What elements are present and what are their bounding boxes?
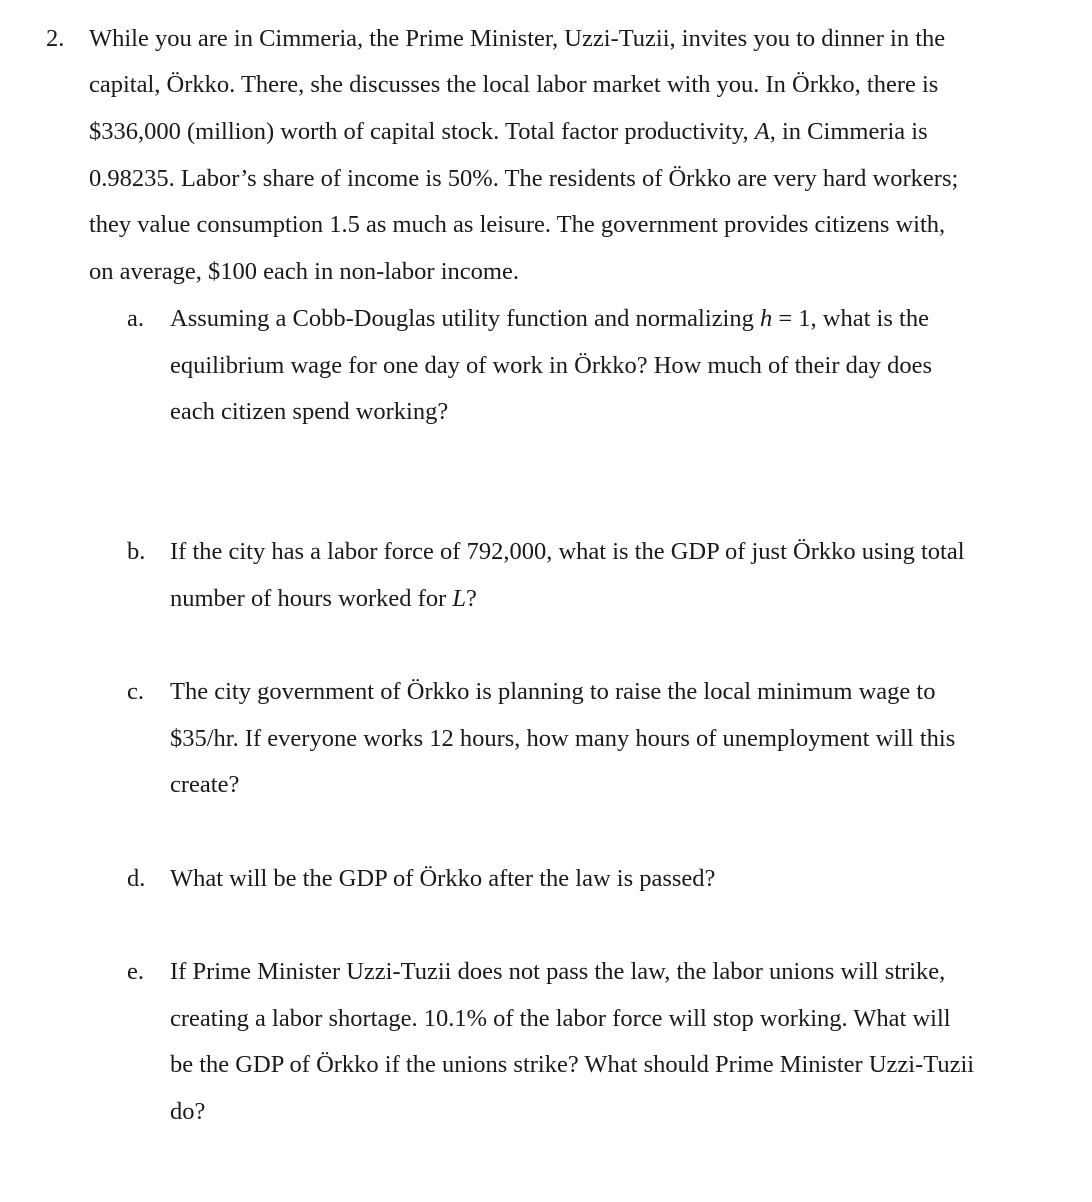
- part-d-label: d.: [127, 865, 146, 892]
- part-b-line-2-text: number of hours worked for: [170, 585, 447, 612]
- part-b-label: b.: [127, 538, 146, 565]
- question-line-4: 0.98235. Labor’s share of income is 50%. The residents of Örkko are very hard workers;: [89, 165, 959, 192]
- part-b-line-2-tail: ?: [466, 585, 477, 612]
- variable-A: A: [754, 118, 770, 145]
- part-c-line-3: create?: [170, 771, 240, 798]
- part-a-line-1-tail: = 1, what is the: [778, 305, 929, 332]
- part-a-line-1: [170, 302, 1065, 336]
- part-e-line-1: If Prime Minister Uzzi-Tuzii does not pass the law, the labor unions will strike,: [170, 958, 946, 985]
- part-a-line-2: equilibrium wage for one day of work in Örkko? How much of their day does: [170, 352, 933, 379]
- question-number: 2.: [46, 25, 65, 52]
- part-b-line-2: [170, 582, 1065, 616]
- part-c-label: c.: [127, 678, 144, 705]
- part-e-label: e.: [127, 958, 144, 985]
- part-b-line-1: If the city has a labor force of 792,000, what is the GDP of just Örkko using total: [170, 538, 965, 565]
- question-line-1: While you are in Cimmeria, the Prime Minister, Uzzi-Tuzii, invites you to dinner in the: [89, 25, 946, 52]
- part-e-line-2: creating a labor shortage. 10.1% of the labor force will stop working. What will: [170, 1005, 951, 1032]
- question-line-2: capital, Örkko. There, she discusses the local labor market with you. In Örkko, there is: [89, 71, 939, 98]
- variable-h: h: [759, 305, 773, 332]
- part-c-line-2: $35/hr. If everyone works 12 hours, how many hours of unemployment will this: [170, 725, 956, 752]
- part-c-line-1: The city government of Örkko is planning to raise the local minimum wage to: [170, 678, 936, 705]
- part-e-line-4: do?: [170, 1098, 206, 1125]
- question-line-3: [89, 115, 1064, 149]
- part-a-line-1-text: Assuming a Cobb-Douglas utility function and normalizing: [170, 305, 754, 332]
- part-a-label: a.: [127, 305, 144, 332]
- question-line-5: they value consumption 1.5 as much as leisure. The government provides citizens with,: [89, 211, 946, 238]
- question-line-6: on average, $100 each in non-labor income.: [89, 258, 519, 285]
- question-line-3-text: $336,000 (million) worth of capital stock. Total factor productivity,: [89, 118, 749, 145]
- part-e-line-3: be the GDP of Örkko if the unions strike? What should Prime Minister Uzzi-Tuzii: [170, 1051, 975, 1078]
- variable-L: L: [452, 585, 467, 612]
- question-line-3-tail: , in Cimmeria is: [769, 118, 928, 145]
- part-d-line-1: What will be the GDP of Örkko after the law is passed?: [170, 865, 716, 892]
- part-a-line-3: each citizen spend working?: [170, 398, 449, 425]
